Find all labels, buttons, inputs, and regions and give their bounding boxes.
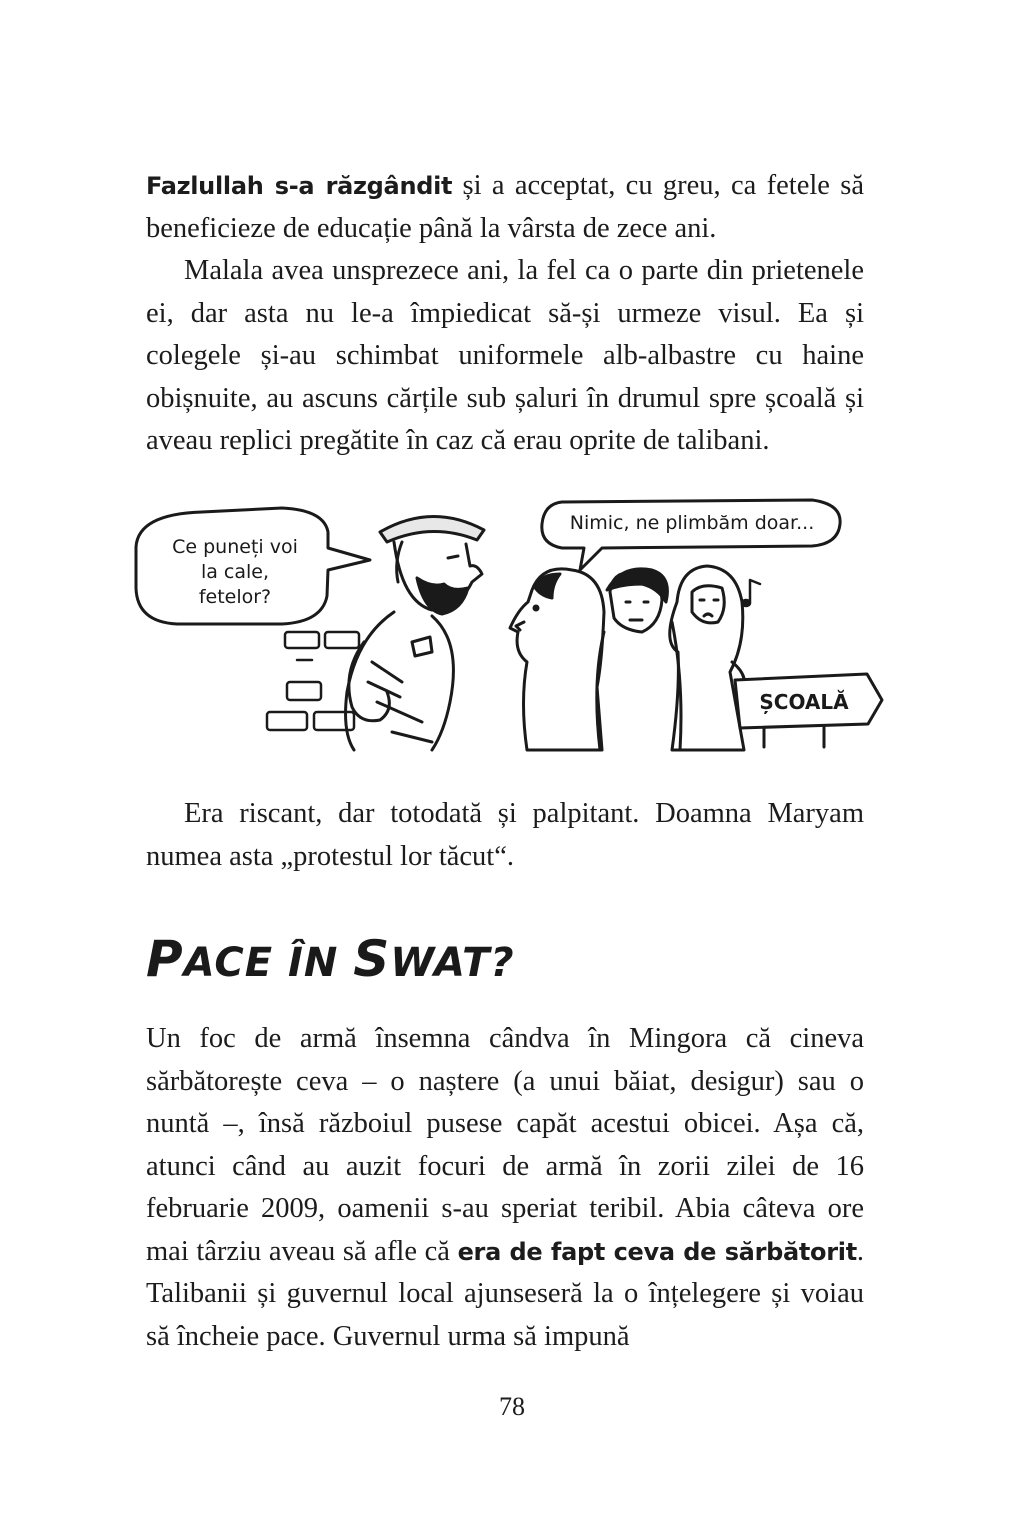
music-note-icon [742, 580, 760, 606]
school-sign-label: ȘCOALĂ [759, 690, 849, 714]
text-block-top [146, 165, 864, 463]
speech-text-right: Nimic, ne plimbăm doar... [569, 512, 815, 534]
paragraph-4-end: . Talibanii și guvernul local ajunseseră la o înțelegere și voiau să încheie pace. Guvernul urma să impună [146, 1235, 865, 1352]
text-block-middle [146, 793, 864, 878]
paragraph-4 [146, 1018, 864, 1358]
highlight-celebration: era de fapt ceva de sărbătorit [457, 1237, 857, 1266]
heading-initial-1: P [146, 930, 184, 988]
paragraph-3: Era riscant, dar totodată și palpitant. Doamna Maryam numea asta „protestul lor tăcut“. [146, 798, 864, 872]
speech-line: fetelor? [198, 586, 272, 608]
speech-line: la cale, [200, 561, 270, 583]
section-heading [146, 930, 515, 988]
heading-part-2: WAT? [390, 940, 515, 986]
heading-part-1: ACE ÎN [183, 940, 354, 986]
highlight-fazlullah: Fazlullah s-a răzgândit [146, 172, 453, 200]
comic-illustration [132, 492, 892, 762]
girl-figure-2 [597, 569, 681, 750]
paragraph-1 [146, 165, 864, 250]
heading-initial-2: S [353, 930, 391, 988]
paragraph-2: Malala avea unsprezece ani, la fel ca o parte din prietenele ei, dar asta nu le-a împiedicat să-și urmeze visul. Ea și colegele și-au schimbat uniformele alb-albastre cu haine obișnuite, au ascuns cărțile sub șaluri în drumul spre școală și aveau replici pregătite în caz că erau oprite de talibani. [146, 255, 864, 456]
text-block-bottom [146, 1018, 864, 1358]
girl-figure-1 [510, 569, 604, 750]
paragraph-4-start: Un foc de armă însemna cândva în Mingora că cineva sărbătorește ceva – o naștere (a unui băiat, desigur) sau o nuntă –, însă războiul pusese capăt acestui obicei. Așa că, atunci când au auzit focuri de armă în zorii zilei de 16 februarie 2009, oamenii s-au speriat teribil. Abia câteva ore mai târziu aveau să afle că [146, 1023, 864, 1267]
man-figure [346, 516, 484, 750]
paragraph-1-text: și a acceptat, cu greu, ca fetele să beneficieze de educație până la vârsta de zece ani. [146, 170, 864, 244]
speech-text-left [140, 535, 330, 610]
speech-line: Ce puneți voi [172, 536, 298, 558]
page-number: 78 [499, 1392, 525, 1421]
